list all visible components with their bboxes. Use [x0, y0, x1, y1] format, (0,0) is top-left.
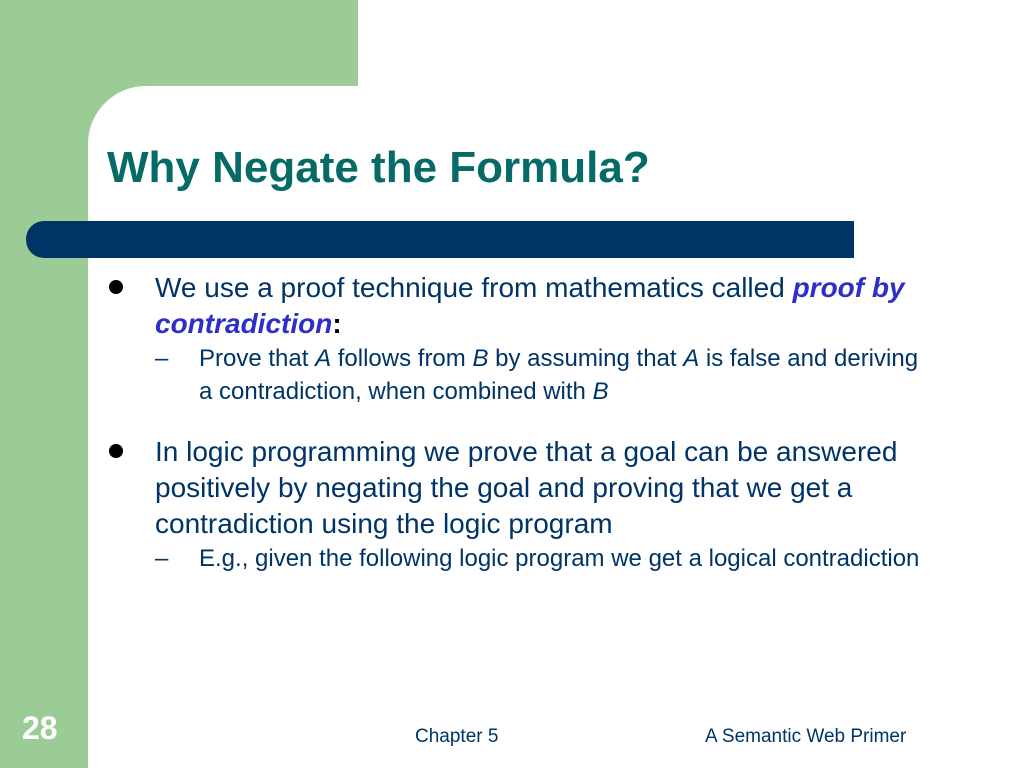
sub-text: Prove that	[199, 345, 316, 372]
dash-bullet-icon: –	[155, 545, 169, 572]
variable-b: B	[592, 378, 609, 405]
sub-text: follows from	[331, 345, 473, 372]
bullet-item	[107, 270, 937, 342]
variable-b: B	[472, 345, 489, 372]
dash-bullet-icon: –	[155, 345, 169, 372]
slide-number: 28	[22, 710, 58, 746]
sub-text: is false and deriving a contradiction, when combined with	[199, 345, 919, 405]
sub-text: E.g., given the following logic program we get a logical contradiction	[199, 545, 920, 572]
sub-bullet-item	[107, 342, 919, 408]
bullet-text: In logic programming we prove that a goal can be answered positively by negating the goal and proving that we get a contradiction using the logic program	[155, 436, 898, 539]
bullet-dot-icon	[109, 444, 123, 458]
bullet-dot-icon	[109, 280, 123, 294]
variable-a: A	[683, 345, 700, 372]
sub-bullet-item	[107, 542, 939, 575]
bullet-text: We use a proof technique from mathematics called	[155, 272, 793, 303]
variable-a: A	[315, 345, 332, 372]
footer-chapter: Chapter 5	[415, 726, 499, 747]
green-frame-left	[0, 0, 88, 768]
title-divider-bar	[26, 221, 854, 258]
slide-title: Why Negate the Formula?	[107, 143, 650, 192]
bullet-item	[107, 434, 937, 542]
sub-text: by assuming that	[488, 345, 684, 372]
slide-content	[107, 270, 937, 575]
emphasis-term: proof by contradiction	[155, 272, 905, 339]
colon-text: :	[332, 308, 342, 339]
footer-book-title: A Semantic Web Primer	[705, 726, 907, 747]
